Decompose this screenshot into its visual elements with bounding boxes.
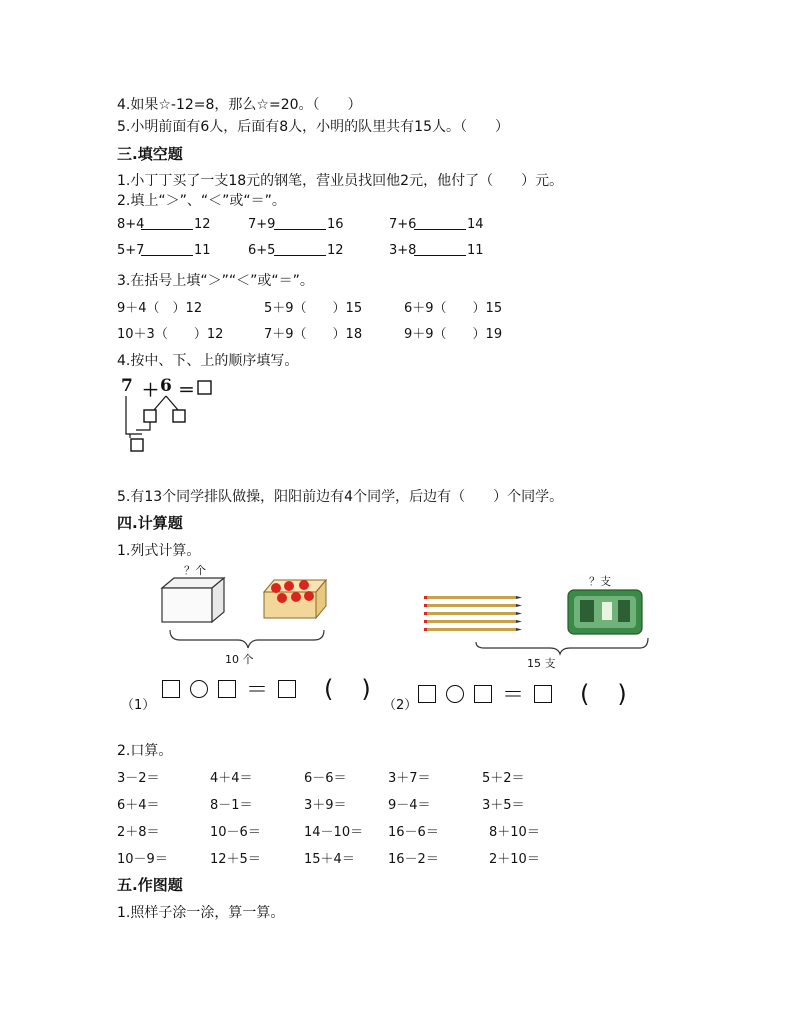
fill-q1: 1.小丁丁买了一支18元的钢笔，营业员找回他2元，他付了（ ）元。 <box>117 173 564 189</box>
judge-q5: 5.小明前面有6人，后面有8人，小明的队里共有15人。（ ） <box>117 119 509 135</box>
compare-value: 12 <box>327 243 344 258</box>
compare-value: 12 <box>194 217 211 232</box>
equation-1 <box>162 673 371 704</box>
equals-sign: ＝ <box>502 683 525 708</box>
compare-blank[interactable] <box>274 243 326 260</box>
oral-item: 3＋7＝ <box>388 771 431 786</box>
paren-item: 6＋9（ ）15 <box>404 301 503 316</box>
box-label: ？个 <box>184 564 206 577</box>
compare-blank[interactable] <box>141 243 193 260</box>
oral-item: 2＋10＝ <box>489 852 540 867</box>
split-box-left[interactable] <box>144 410 156 422</box>
oral-item: 4＋4＝ <box>210 771 253 786</box>
paren-item: 10＋3（ ）12 <box>117 327 224 342</box>
draw-q1: 1.照样子涂一涂，算一算。 <box>117 905 285 921</box>
fill-q2: 2.填上“＞”、“＜”或“＝”。 <box>117 193 286 209</box>
split-lines <box>116 376 216 456</box>
operator-circle[interactable] <box>190 680 208 698</box>
oral-item: 3＋9＝ <box>304 798 347 813</box>
oral-item: 16－2＝ <box>388 852 439 867</box>
answer-box[interactable] <box>218 680 236 698</box>
split-box-right[interactable] <box>173 410 185 422</box>
diagram-plus: ＋ <box>142 381 159 401</box>
fill-q5: 5.有13个同学排队做操，阳阳前边有4个同学，后边有（ ）个同学。 <box>117 489 564 505</box>
split-box-bottom[interactable] <box>131 439 143 451</box>
oral-item: 6－6＝ <box>304 771 347 786</box>
compare-expr: 5+7 <box>117 243 145 258</box>
equals-sign: ＝ <box>246 678 269 703</box>
answer-box[interactable] <box>534 685 552 703</box>
section-4-heading: 四.计算题 <box>117 514 183 532</box>
answer-box[interactable] <box>474 685 492 703</box>
fill-q3: 3.在括号上填“＞”“＜”或“＝”。 <box>117 273 314 289</box>
compare-value: 16 <box>327 217 344 232</box>
paren-close: ) <box>361 674 371 703</box>
pens-total-label: 15 支 <box>527 657 556 670</box>
oral-item: 12＋5＝ <box>210 852 261 867</box>
paren-close: ) <box>617 679 627 708</box>
pencil-icons <box>424 596 522 631</box>
brace-1 <box>170 630 324 648</box>
pencil-case-icon <box>568 590 642 634</box>
compare-value: 14 <box>467 217 484 232</box>
compare-blank[interactable] <box>274 217 326 234</box>
section-5-heading: 五.作图题 <box>117 876 183 894</box>
oral-item: 15＋4＝ <box>304 852 355 867</box>
brace-2 <box>476 638 648 654</box>
answer-box[interactable] <box>278 680 296 698</box>
judge-q4: 4.如果☆-12=8，那么☆=20。（ ） <box>117 97 362 113</box>
compare-blank[interactable] <box>414 243 466 260</box>
compare-value: 11 <box>194 243 211 258</box>
compare-expr: 7+9 <box>248 217 276 232</box>
compare-blank[interactable] <box>141 217 193 234</box>
diagram-eq: ＝ <box>178 381 195 401</box>
compare-value: 11 <box>467 243 484 258</box>
pen-label: ？支 <box>589 575 611 588</box>
paren-open: ( <box>580 679 590 708</box>
problem-1-label: （1） <box>121 698 156 713</box>
section-3-heading: 三.填空题 <box>117 145 183 163</box>
paren-item: 7＋9（ ）18 <box>264 327 363 342</box>
answer-box[interactable] <box>418 685 436 703</box>
oral-item: 6＋4＝ <box>117 798 160 813</box>
paren-item: 9＋4（ ）12 <box>117 301 203 316</box>
fill-q4: 4.按中、下、上的顺序填写。 <box>117 353 299 369</box>
equation-2 <box>418 678 627 709</box>
oral-item: 3－2＝ <box>117 771 160 786</box>
oral-item: 2＋8＝ <box>117 825 160 840</box>
oral-item: 10－9＝ <box>117 852 168 867</box>
problem-2-label: （2） <box>383 698 418 713</box>
oral-item: 9－4＝ <box>388 798 431 813</box>
box-icon <box>162 588 212 622</box>
oral-item: 16－6＝ <box>388 825 439 840</box>
oral-item: 8＋10＝ <box>489 825 540 840</box>
operator-circle[interactable] <box>446 685 464 703</box>
oral-item: 5＋2＝ <box>482 771 525 786</box>
answer-box[interactable] <box>162 680 180 698</box>
oral-item: 8－1＝ <box>210 798 253 813</box>
compare-expr: 8+4 <box>117 217 145 232</box>
paren-item: 9＋9（ ）19 <box>404 327 503 342</box>
compare-expr: 3+8 <box>389 243 417 258</box>
calc-q2: 2.口算。 <box>117 743 173 759</box>
diagram-b: 6 <box>160 376 172 396</box>
compare-blank[interactable] <box>414 217 466 234</box>
oral-item: 14－10＝ <box>304 825 364 840</box>
result-box[interactable] <box>198 381 211 394</box>
total-label: 10 个 <box>225 653 254 666</box>
paren-item: 5＋9（ ）15 <box>264 301 363 316</box>
oral-item: 10－6＝ <box>210 825 261 840</box>
diagram-a: 7 <box>121 376 133 396</box>
oral-item: 3＋5＝ <box>482 798 525 813</box>
pencils-figure <box>420 586 650 666</box>
compare-expr: 7+6 <box>389 217 417 232</box>
apple-crate-icon <box>264 580 326 618</box>
calc-q1: 1.列式计算。 <box>117 543 201 559</box>
paren-open: ( <box>324 674 334 703</box>
compare-expr: 6+5 <box>248 243 276 258</box>
